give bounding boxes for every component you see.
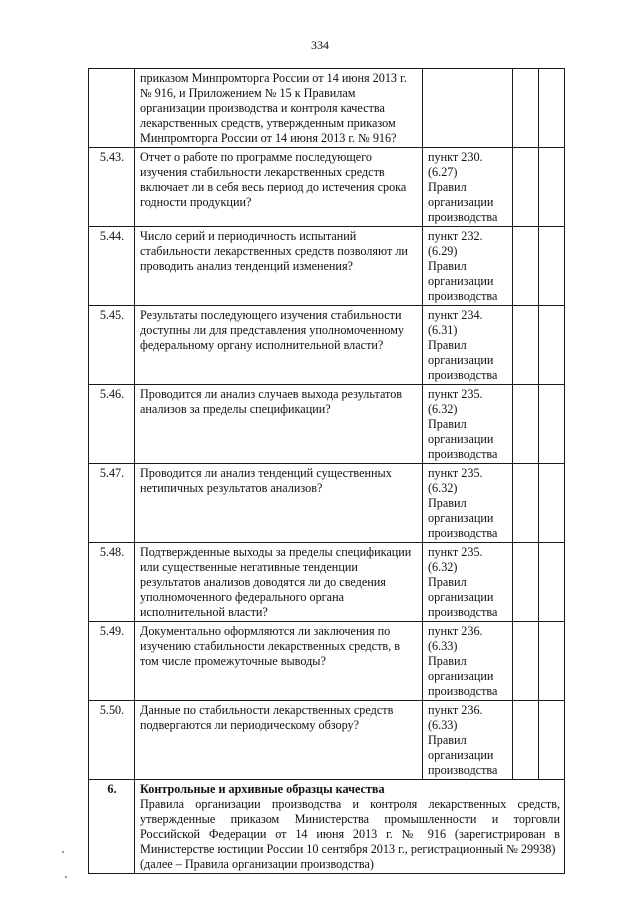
answer-cell-no[interactable] [539,622,565,701]
answer-cell-yes[interactable] [513,385,539,464]
reference-cell [423,622,513,701]
reference-line: организации [428,748,494,762]
reference-line: (6.33) [428,718,458,732]
answer-cell-yes[interactable] [513,464,539,543]
answer-cell-no[interactable] [539,701,565,780]
reference-line: (6.32) [428,481,458,495]
reference-line: пункт 230. [428,150,483,164]
reference-line: производства [428,763,498,777]
reference-line: (6.29) [428,244,458,258]
reference-cell [423,701,513,780]
reference-line: пункт 235. [428,466,483,480]
reference-line: пункт 232. [428,229,483,243]
scan-speck [65,876,67,878]
reference-line: (6.32) [428,560,458,574]
reference-line: (6.31) [428,323,458,337]
question-cell: Данные по стабильности лекарственных средств подвергаются ли периодическому обзору? [135,701,423,780]
reference-cell [423,306,513,385]
reference-line: производства [428,684,498,698]
reference-line: Правил [428,733,467,747]
question-cell: Проводится ли анализ случаев выхода результатов анализов за пределы спецификации? [135,385,423,464]
reference-line: Правил [428,654,467,668]
table-row-continued [89,69,565,148]
table-row [89,464,565,543]
answer-cell-no[interactable] [539,385,565,464]
row-number-cell [89,69,135,148]
reference-cell [423,543,513,622]
section-number-cell: 6. [89,780,135,874]
answer-cell-no[interactable] [539,543,565,622]
section-row [89,780,565,874]
row-number-cell: 5.49. [89,622,135,701]
reference-line: (6.32) [428,402,458,416]
reference-line: организации [428,353,494,367]
reference-line: организации [428,511,494,525]
section-content-cell [135,780,565,874]
reference-line: производства [428,210,498,224]
page-number: 334 [311,38,329,52]
table-row [89,227,565,306]
reference-line: организации [428,195,494,209]
answer-cell-yes[interactable] [513,543,539,622]
reference-line: пункт 235. [428,387,483,401]
reference-line: Правил [428,417,467,431]
reference-line: производства [428,526,498,540]
question-cell: приказом Минпромторга России от 14 июня 2013 г. № 916, и Приложением № 15 к Правилам организации производства и контроля качества лекарственных средств, утвержденным приказом Минпромторга России от 14 июня 2013 г. № 916? [135,69,423,148]
table-row [89,701,565,780]
question-cell: Число серий и периодичность испытаний стабильности лекарственных средств позволяют ли проводить анализ тенденций изменения? [135,227,423,306]
answer-cell-yes[interactable] [513,148,539,227]
answer-cell-no[interactable] [539,69,565,148]
table-row [89,622,565,701]
answer-cell-no[interactable] [539,464,565,543]
table-row [89,385,565,464]
reference-line: организации [428,274,494,288]
table-row [89,306,565,385]
reference-line: пункт 234. [428,308,483,322]
reference-line: организации [428,432,494,446]
table-row [89,148,565,227]
row-number-cell: 5.48. [89,543,135,622]
reference-line: Правил [428,259,467,273]
answer-cell-yes[interactable] [513,701,539,780]
reference-line: пункт 236. [428,624,483,638]
reference-line: производства [428,605,498,619]
reference-cell [423,385,513,464]
row-number-cell: 5.45. [89,306,135,385]
reference-line: Правил [428,338,467,352]
answer-cell-yes[interactable] [513,227,539,306]
reference-line: (6.33) [428,639,458,653]
reference-cell [423,69,513,148]
reference-cell [423,148,513,227]
scan-speck [62,851,64,853]
reference-line: организации [428,669,494,683]
section-title: Контрольные и архивные образцы качества [140,782,385,796]
reference-line: (6.27) [428,165,458,179]
row-number-cell: 5.43. [89,148,135,227]
answer-cell-no[interactable] [539,148,565,227]
reference-line: производства [428,368,498,382]
row-number-cell: 5.50. [89,701,135,780]
reference-line: производства [428,289,498,303]
reference-line: Правил [428,180,467,194]
checklist-table [88,68,565,874]
row-number-cell: 5.47. [89,464,135,543]
reference-line: пункт 235. [428,545,483,559]
section-note: (далее – Правила организации производства) [140,857,374,871]
reference-line: производства [428,447,498,461]
reference-line: организации [428,590,494,604]
question-cell: Подтвержденные выходы за пределы спецификации или существенные негативные тенденции результатов анализов доводятся ли до сведения уполномоченного федерального органа исполнительной власти? [135,543,423,622]
reference-line: пункт 236. [428,703,483,717]
question-cell: Документально оформляются ли заключения по изучению стабильности лекарственных средств, в том числе промежуточные выводы? [135,622,423,701]
answer-cell-yes[interactable] [513,622,539,701]
table-row [89,543,565,622]
reference-line: Правил [428,496,467,510]
row-number-cell: 5.44. [89,227,135,306]
question-cell: Результаты последующего изучения стабильности доступны ли для представления уполномоченному федеральному органу исполнительной власти? [135,306,423,385]
answer-cell-no[interactable] [539,227,565,306]
row-number-cell: 5.46. [89,385,135,464]
reference-cell [423,227,513,306]
reference-line: Правил [428,575,467,589]
section-body: Правила организации производства и контроля лекарственных средств, утвержденные приказом Министерства промышленности и торговли Российской Федерации от 14 июня 2013 г. № 916 (зарегистрирован в Министерстве юстиции России 10 сентября 2013 г., регистрационный № 29938) [140,797,560,856]
reference-cell [423,464,513,543]
question-cell: Отчет о работе по программе последующего изучения стабильности лекарственных средств включает ли в себя весь период до истечения срока годности продукции? [135,148,423,227]
answer-cell-yes[interactable] [513,306,539,385]
question-cell: Проводится ли анализ тенденций существенных нетипичных результатов анализов? [135,464,423,543]
answer-cell-no[interactable] [539,306,565,385]
answer-cell-yes[interactable] [513,69,539,148]
